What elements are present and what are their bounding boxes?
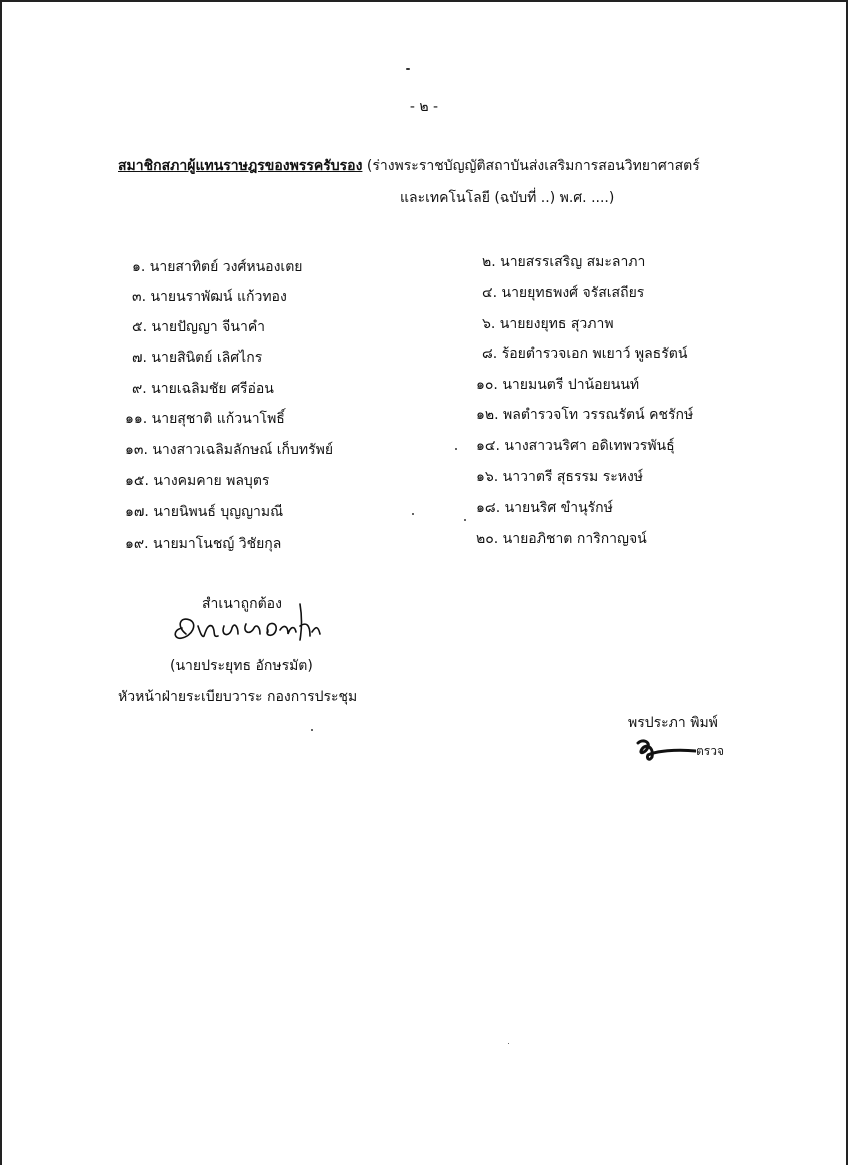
title-bill-part1: (ร่างพระราชบัญญัติสถาบันส่งเสริมการสอนวิทยาศาสตร์	[366, 158, 700, 174]
member-item: ๙. นายเฉลิมชัย ศรีอ่อน	[132, 381, 274, 397]
scan-speck	[508, 1043, 509, 1044]
member-item: ๘. ร้อยตำรวจเอก พเยาว์ พูลธรัตน์	[482, 346, 688, 362]
member-item: ๑๑. นายสุชาติ แก้วนาโพธิ์	[125, 411, 285, 427]
member-item: ๗. นายสินิตย์ เลิศไกร	[132, 350, 263, 366]
member-item: ๑๕. นางคมคาย พลบุตร	[125, 473, 270, 489]
scan-speck	[412, 513, 414, 515]
checked-label: ตรวจ	[696, 744, 725, 758]
certification-label: สำเนาถูกต้อง	[202, 596, 282, 612]
title-bill-part2: และเทคโนโลยี (ฉบับที่ ..) พ.ศ. ....)	[400, 190, 615, 206]
initials-mark	[626, 733, 696, 765]
page-border-top	[0, 0, 848, 2]
page-number: - ๒ -	[409, 99, 439, 115]
handwritten-signature	[168, 596, 338, 652]
signer-name: (นายประยุทธ อักษรมัต)	[170, 658, 313, 674]
document-title	[118, 155, 700, 177]
member-item: ๑๖. นาวาตรี สุธรรม ระหงษ์	[476, 469, 644, 485]
member-item: ๑๐. นายมนตรี ปาน้อยนนท์	[476, 377, 640, 393]
typist-note: พรประภา พิมพ์	[628, 715, 718, 731]
title-lead: สมาชิกสภาผู้แทนราษฎรของพรรครับรอง	[118, 158, 363, 174]
scan-speck	[406, 68, 410, 70]
member-item: ๑. นายสาทิตย์ วงศ์หนองเตย	[132, 259, 303, 275]
page-border-left	[0, 0, 2, 1165]
member-item: ๓. นายนราพัฒน์ แก้วทอง	[132, 289, 287, 305]
member-item: ๑๒. พลตำรวจโท วรรณรัตน์ คชรักษ์	[476, 407, 694, 423]
member-item: ๖. นายยงยุทธ สุวภาพ	[482, 316, 614, 332]
scan-speck	[455, 448, 457, 450]
member-item: ๕. นายปัญญา จีนาคำ	[132, 319, 266, 335]
signer-position: หัวหน้าฝ่ายระเบียบวาระ กองการประชุม	[118, 689, 358, 705]
member-item: ๑๔. นางสาวนริศา อดิเทพวรพันธุ์	[476, 438, 675, 454]
member-item: ๒. นายสรรเสริญ สมะลาภา	[482, 254, 646, 270]
member-item: ๔. นายยุทธพงศ์ จรัสเสถียร	[482, 285, 645, 301]
member-item: ๑๙. นายมาโนชญ์ วิชัยกุล	[125, 536, 282, 552]
scan-speck	[464, 519, 466, 521]
member-item: ๑๓. นางสาวเฉลิมลักษณ์ เก็บทรัพย์	[125, 442, 334, 458]
member-item: ๑๗. นายนิพนธ์ บุญญามณี	[125, 504, 284, 520]
member-item: ๑๘. นายนริศ ขำนุรักษ์	[476, 500, 613, 516]
scan-speck	[311, 729, 313, 731]
member-item: ๒๐. นายอภิชาต การิกาญจน์	[476, 531, 647, 547]
